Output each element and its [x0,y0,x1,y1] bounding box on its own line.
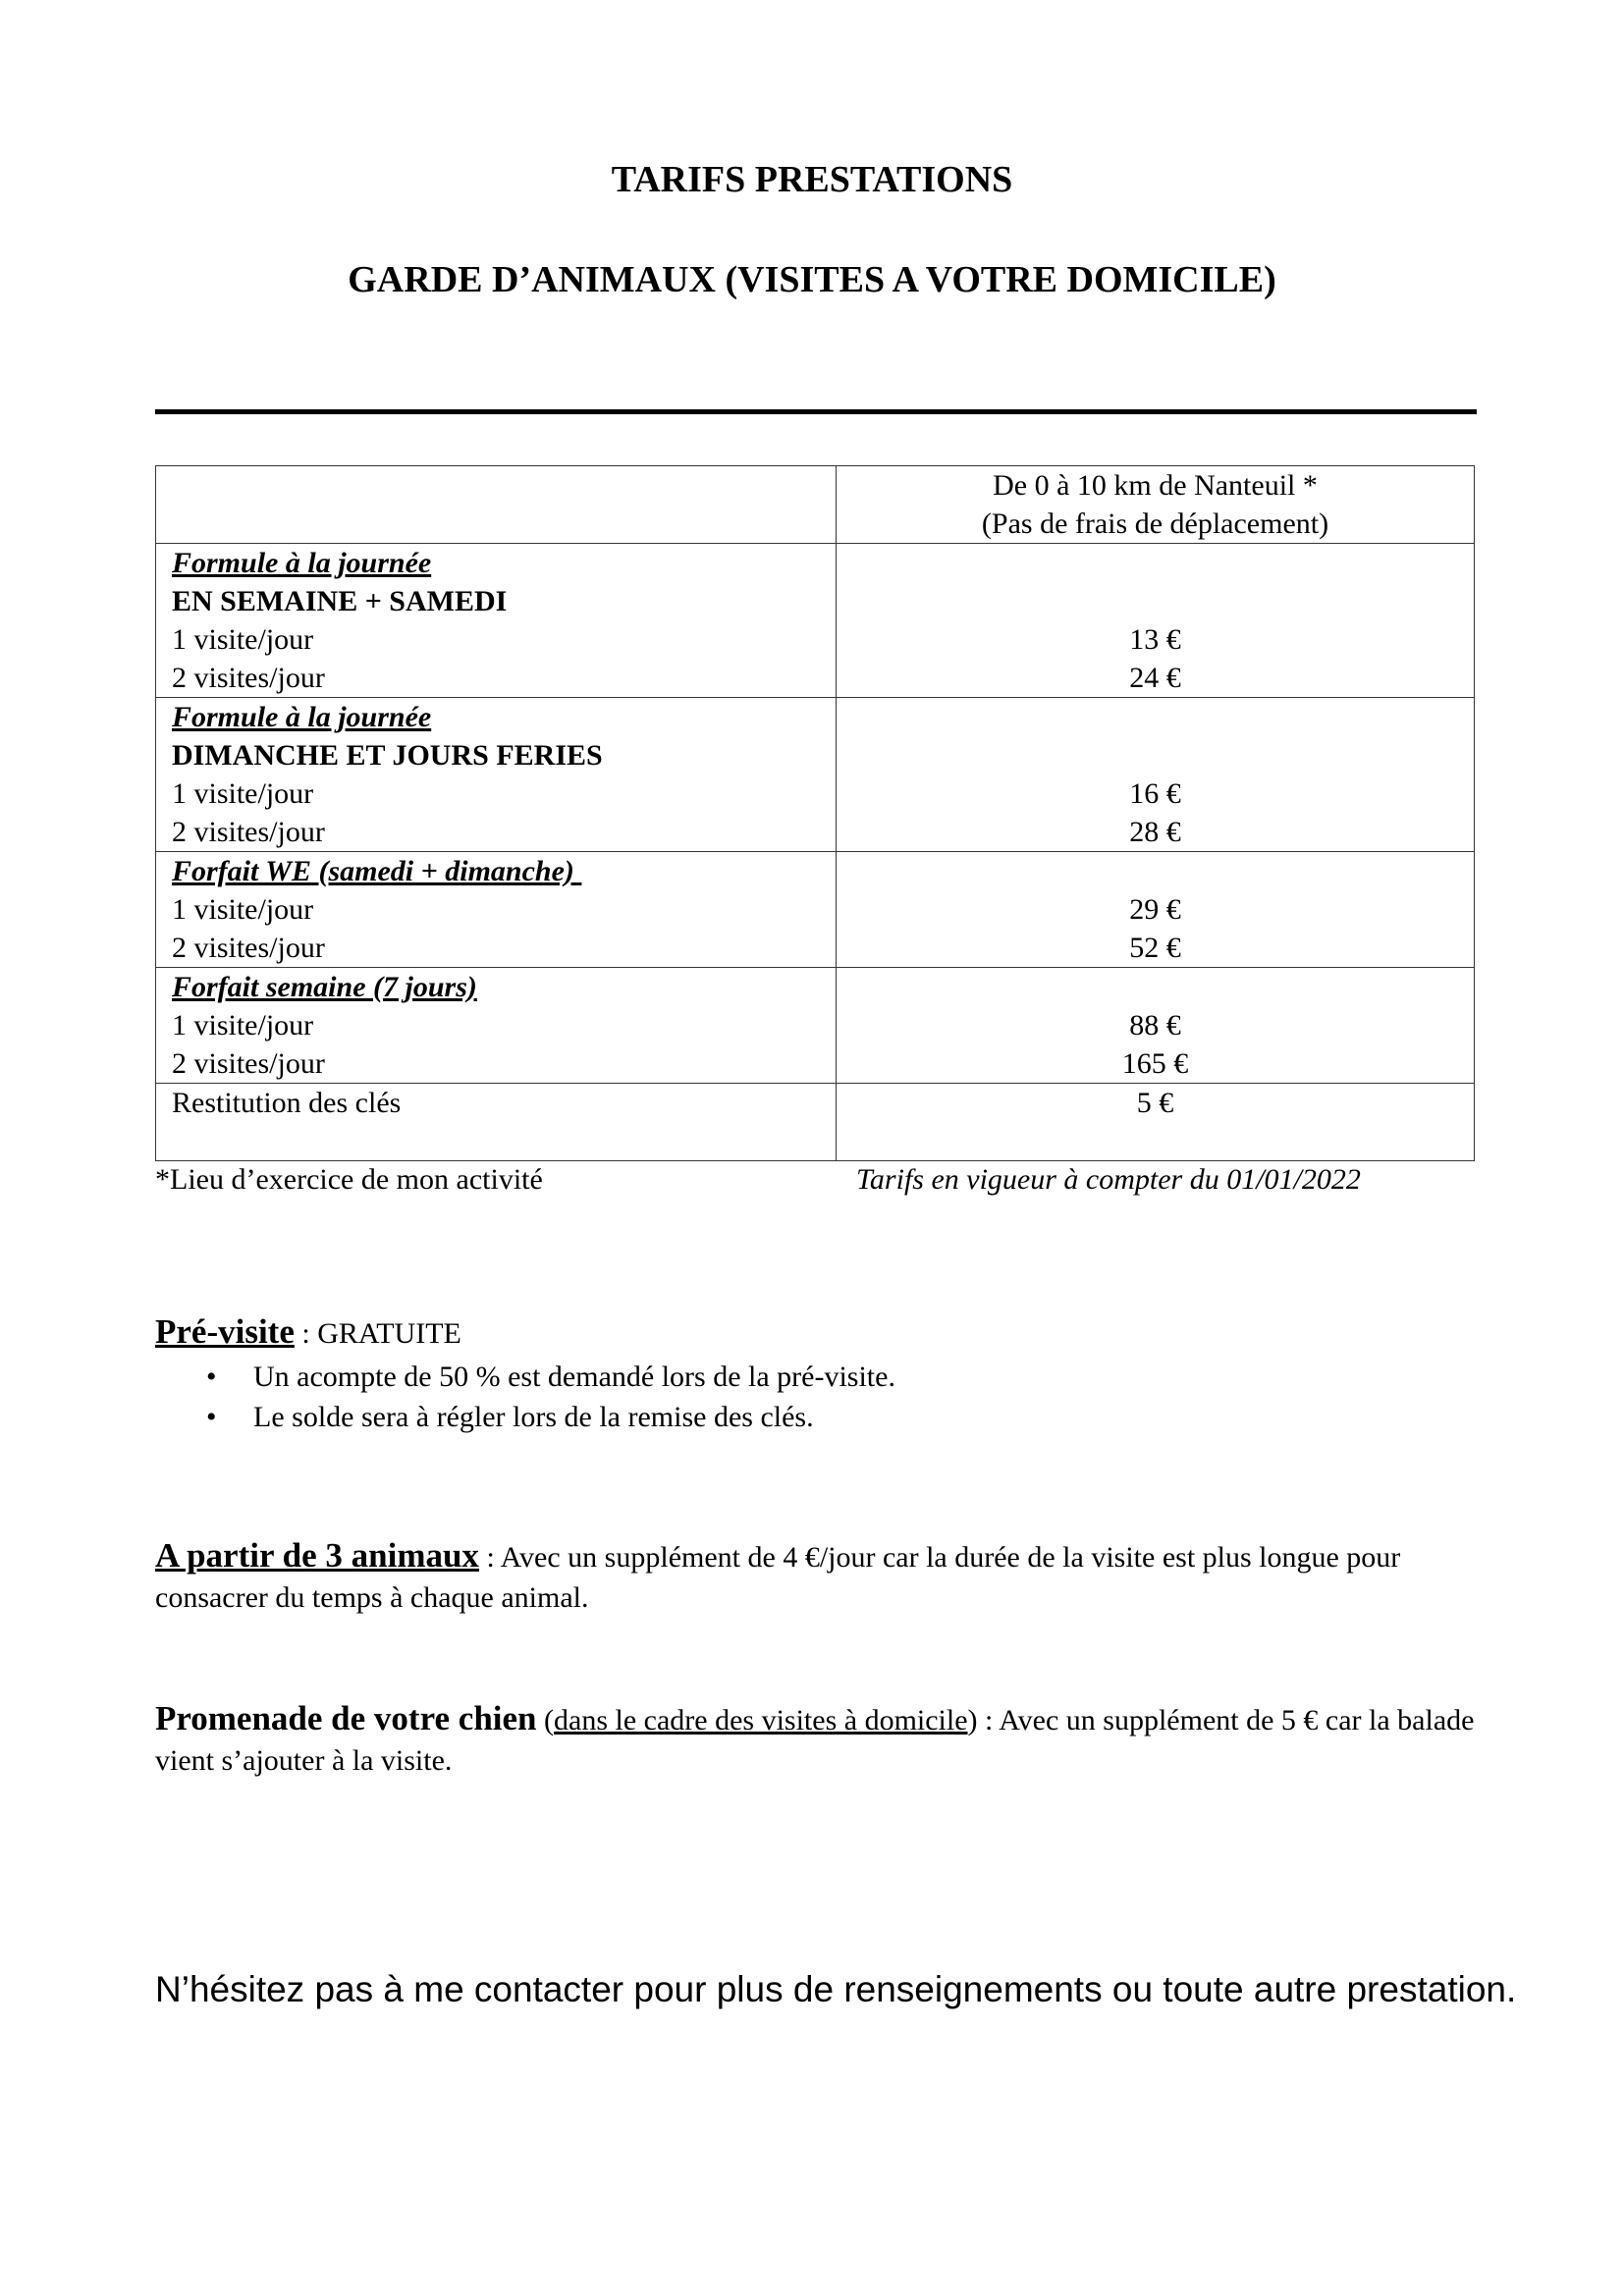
zone-note: (Pas de frais de déplacement) [981,507,1329,540]
dog-walk-text: ) : Avec un supplément de 5 € car la balade vient s’ajouter à la visite. [155,1704,1475,1777]
visit-label: 2 visites/jour [172,932,325,964]
bullet-icon: • [206,1361,217,1393]
horizontal-divider [155,409,1477,414]
visit-label: 1 visite/jour [172,1009,314,1041]
visit-label: 1 visite/jour [172,623,314,656]
formula-title: Forfait semaine (7 jours) [172,971,477,1003]
multi-animal-heading: A partir de 3 animaux [155,1536,479,1575]
formula-title: Formule à la journée [172,547,432,579]
price-value: 16 € [1129,777,1181,810]
visit-label: 2 visites/jour [172,1047,325,1080]
formula-subtitle: EN SEMAINE + SAMEDI [172,585,508,617]
dog-walk-section: Promenade de votre chien (dans le cadre des visites à domicile) : Avec un supplément de 5 € car la balade vient s’ajouter à la visite. [155,1699,1475,1777]
table-row [156,968,1475,1084]
bullet-icon: • [206,1401,217,1433]
price-value: 165 € [1121,1047,1189,1080]
previsite-bullet-list [206,1357,895,1437]
zone-label: De 0 à 10 km de Nanteuil * [993,469,1318,502]
multi-animal-text: : Avec un supplément de 4 €/jour car la durée de la visite est plus longue pour consacrer du temps à chaque animal. [155,1541,1401,1614]
visit-label: 1 visite/jour [172,777,314,810]
validity-footnote: Tarifs en vigueur à compter du 01/01/2022 [856,1163,1361,1196]
dog-walk-heading: Promenade de votre chien [155,1699,537,1737]
price-value: 13 € [1129,623,1181,656]
previsite-heading: Pré-visite [155,1312,295,1351]
price-table [155,465,1475,1161]
formula-title: Formule à la journée [172,701,432,733]
price-value: 28 € [1129,816,1181,848]
price-value: 52 € [1129,932,1181,964]
list-item: • Un acompte de 50 % est demandé lors de la pré-visite. [206,1357,895,1397]
price-value: 29 € [1129,893,1181,926]
table-row [156,852,1475,968]
table-header-cell [837,466,1475,544]
visit-label: 2 visites/jour [172,662,325,694]
table-row [156,544,1475,698]
previsite-text: : GRATUITE [294,1317,461,1350]
multi-animal-section [155,1535,1477,1618]
previsite-section [155,1311,1477,1354]
table-header-row [156,466,1475,544]
price-value: 24 € [1129,662,1181,694]
table-row [156,1084,1475,1161]
service-label: Restitution des clés [172,1087,402,1119]
price-value: 88 € [1129,1009,1181,1041]
contact-line: N’hésitez pas à me contacter pour plus de renseignements ou toute autre prestation. [155,1969,1517,2009]
page-subtitle: GARDE D’ANIMAUX (VISITES A VOTRE DOMICILE) [348,259,1276,300]
formula-title: Forfait WE (samedi + dimanche) [172,855,582,887]
dog-walk-condition: dans le cadre des visites à domicile [554,1704,968,1736]
visit-label: 2 visites/jour [172,816,325,848]
formula-subtitle: DIMANCHE ET JOURS FERIES [172,739,603,772]
table-row [156,698,1475,852]
visit-label: 1 visite/jour [172,893,314,926]
location-footnote: *Lieu d’exercice de mon activité [155,1163,543,1196]
list-item: • Le solde sera à régler lors de la remise des clés. [206,1397,895,1437]
price-value: 5 € [1136,1087,1174,1119]
table-header-empty-cell [156,466,837,544]
page-title: TARIFS PRESTATIONS [611,159,1013,200]
